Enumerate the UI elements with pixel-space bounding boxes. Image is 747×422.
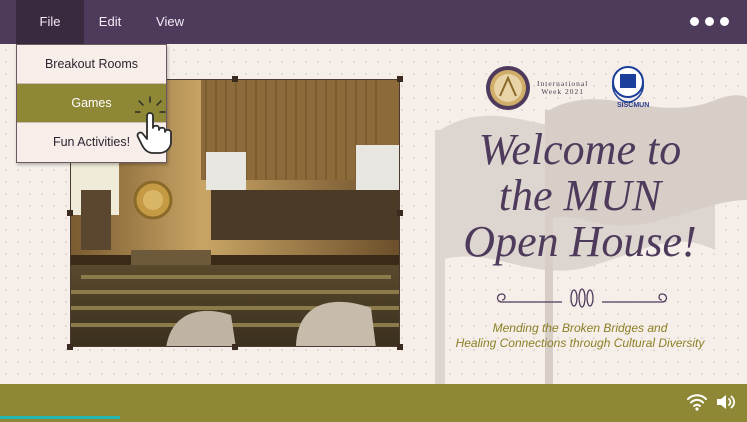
menu-file[interactable]: File	[16, 0, 84, 44]
more-dots-icon[interactable]	[690, 17, 729, 26]
menu-edit[interactable]: Edit	[98, 14, 122, 29]
event-logo-text	[537, 80, 588, 96]
siscmun-emblem-icon	[613, 67, 644, 102]
club-logo-label: SISCMUN	[617, 102, 650, 109]
menu-view[interactable]: View	[156, 14, 184, 29]
flourish-divider-icon	[492, 288, 672, 314]
progress-bar	[0, 416, 120, 419]
resize-handle[interactable]	[232, 76, 238, 82]
resize-handle[interactable]	[67, 344, 73, 350]
resize-handle[interactable]	[232, 344, 238, 350]
subtitle-line-2: Healing Connections through Cultural Diversity	[455, 336, 705, 350]
resize-handle[interactable]	[397, 76, 403, 82]
menu-item-games[interactable]: Games	[17, 84, 166, 123]
menu-item-fun-activities[interactable]: Fun Activities!	[17, 123, 166, 162]
menu-bar	[0, 0, 747, 44]
menu-item-breakout-rooms[interactable]: Breakout Rooms	[17, 45, 166, 84]
resize-handle[interactable]	[397, 210, 403, 216]
international-week-logo-icon	[486, 66, 530, 110]
slide-subtitle[interactable]	[418, 321, 742, 351]
slide-title[interactable]	[425, 127, 735, 265]
event-logo-line1: International	[537, 79, 589, 88]
title-line-3: Open House!	[463, 217, 697, 266]
title-line-1: Welcome to	[478, 125, 682, 174]
subtitle-line-1: Mending the Broken Bridges and	[492, 321, 668, 335]
title-line-2: the MUN	[498, 171, 662, 220]
resize-handle[interactable]	[67, 210, 73, 216]
speaker-icon[interactable]	[715, 393, 735, 411]
hand-pointer-icon	[135, 96, 175, 154]
wifi-icon[interactable]	[687, 393, 707, 411]
resize-handle[interactable]	[397, 344, 403, 350]
event-logo-line2: Week 2021	[541, 87, 585, 96]
